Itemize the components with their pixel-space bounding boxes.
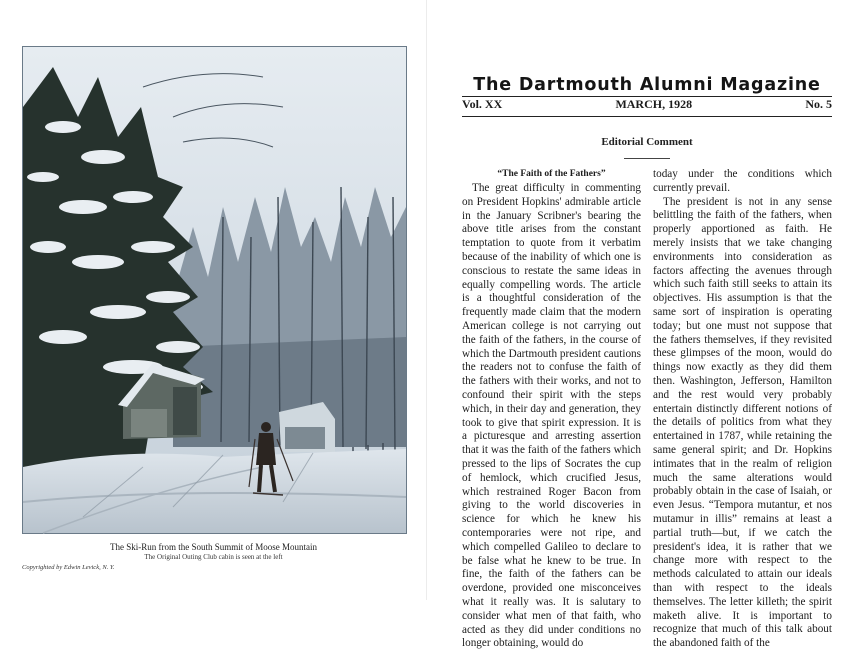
magazine-title: The Dartmouth Alumni Magazine [473, 75, 821, 95]
masthead-rule-bottom [462, 116, 832, 117]
page-spread-divider [426, 0, 427, 600]
ski-run-photograph [22, 46, 407, 534]
article-paragraph-1-continued: today under the conditions which currently prevail. [653, 168, 832, 194]
article-column-left [462, 168, 641, 650]
article-paragraph-2: The president is not in any sense belittling the faith of the fathers, when properly apportioned as faith. He merely insists that we take changing environments into consideration as factors affecting the avenues through which such faith still seeks to attain its objectives. His assumption is that the same sort of inspiration is operating today; but one must not suppose that the fathers themselves, if they revisited these glimpses of the moon, would do things now exactly as they did them then. Washington, Jefferson, Hamilton and the rest would very probably entertain distinctly different notions of the details of politics from what they entertained in 1787, while retaining the same general spirit; and Dr. Hopkins intimates that in the realm of religion much the same alterations would probably obtain in the case of Isaiah, or even Jesus. “Tempora mutantur, et nos mutamur in illis” remains at least a partial truth—but, if we catch the president's idea, it is rather that we change more with respect to the methods calculated to attain our ideals than with respect to the ideals themselves. The letter killeth; the spirit maketh alive. It is important to recognize that much of this talk about the abandoned faith of the [653, 195, 832, 650]
issue-line [462, 97, 832, 112]
section-heading-rule [624, 158, 670, 159]
volume-label: Vol. XX [462, 97, 503, 111]
article-title: “The Faith of the Fathers” [497, 169, 606, 179]
article-paragraph-1: The great difficulty in commenting on President Hopkins' admirable article in the January Scribner's bearing the above title arises from the constant temptation to quote from it verbatim because of the inability of which one is conscious to restate the same ideas in equally compelling words. The article is a thoughtful consideration of the frequently made claim that the modern American college is not carrying out the faith of the fathers, in the course of which the Dartmouth president cautions the readers not to confuse the faith of the fathers with their works, and not to confound their spirit with the steps which, in their day and generation, they took to give that spirit expression. It is a picturesque and arresting assertion that it was the faith of the fathers which pressed to the lips of Socrates the cup of hemlock, which crucified Jesus, which restrained Roger Bacon from giving to the world discoveries in science for which he knew his contemporaries were not ripe, and which compelled Galileo to declare to be false what he knew to be true. In fine, the faith of the fathers can be overdone, provided one misconceives what it really was. It is salutary to consider what men of that faith, who acted as they did under conditions no longer obtaining, would do [462, 182, 641, 650]
issue-date: MARCH, 1928 [615, 97, 693, 111]
photo-caption-title: The Ski-Run from the South Summit of Moose Mountain [110, 542, 317, 552]
issue-number: No. 5 [805, 97, 832, 111]
section-heading: Editorial Comment [601, 136, 693, 148]
photo-copyright: Copyrighted by Edwin Levick, N. Y. [22, 564, 115, 571]
article-column-right [653, 168, 832, 650]
photo-caption-subtitle: The Original Outing Club cabin is seen at the left [144, 553, 283, 561]
